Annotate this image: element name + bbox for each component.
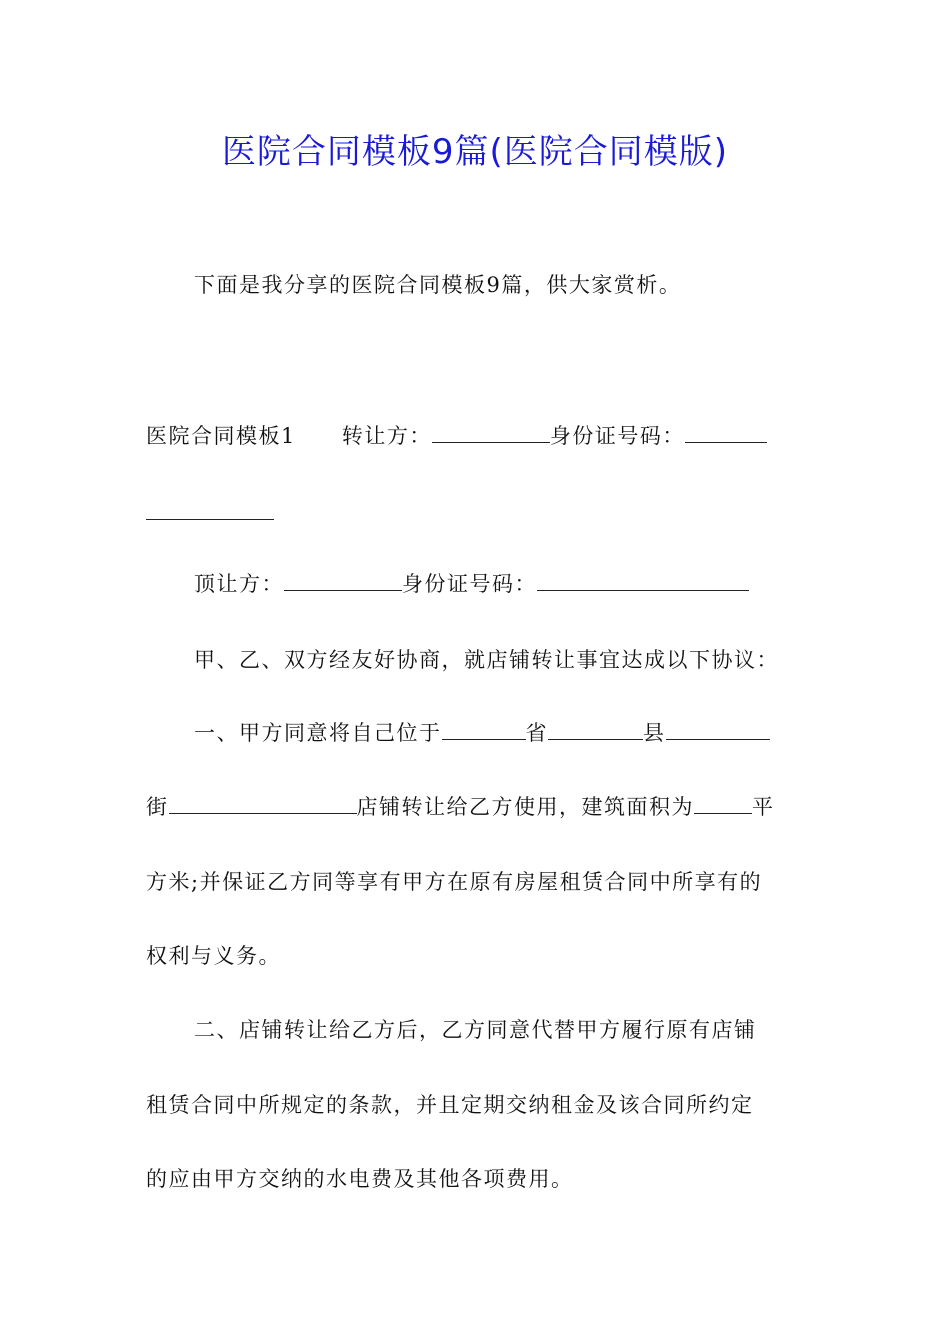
clause-1-line-1: [194, 718, 806, 748]
transferor-name-blank: [432, 422, 550, 443]
clause-1-line-4: 权利与义务。: [146, 944, 281, 968]
clause-1-text-b: 店铺转让给乙方使用，建筑面积为: [356, 795, 694, 819]
section-1-party-a-line: [146, 421, 806, 451]
clause-2-line-3: 的应由甲方交纳的水电费及其他各项费用。: [146, 1167, 574, 1191]
id-number-blank-part1: [685, 422, 767, 443]
county-blank: [548, 719, 643, 740]
area-blank: [694, 793, 752, 814]
agreement-intro-paragraph: 甲、乙、双方经友好协商，就店铺转让事宜达成以下协议：: [194, 648, 779, 672]
province-label: 省: [525, 721, 548, 745]
intro-paragraph: 下面是我分享的医院合同模板9篇，供大家赏析。: [194, 273, 682, 297]
shop-name-blank: [169, 793, 357, 814]
party-b-line: [194, 569, 806, 599]
clause-1-text-c: 平: [752, 795, 775, 819]
id-number-blank-part2: [146, 499, 274, 520]
clause-1-line-2: [146, 792, 806, 822]
transferor-label: 转让方：: [341, 424, 432, 448]
province-blank: [442, 719, 526, 740]
id-number-continuation-line: [146, 498, 806, 528]
clause-2-line-1: 二、店铺转让给乙方后，乙方同意代替甲方履行原有店铺: [194, 1018, 757, 1042]
street-blank-part1: [666, 719, 770, 740]
id-number-label: 身份证号码：: [549, 424, 685, 448]
transferee-label: 顶让方：: [194, 572, 284, 596]
id-number-label-2: 身份证号码：: [402, 572, 537, 596]
transferee-id-number-blank: [537, 570, 749, 591]
clause-2-line-2: 租赁合同中所规定的条款，并且定期交纳租金及该合同所约定: [146, 1093, 754, 1117]
section-heading: 医院合同模板1: [146, 424, 296, 448]
street-label: 街: [146, 795, 169, 819]
transferee-name-blank: [284, 570, 402, 591]
document-title: 医院合同模板9篇(医院合同模版): [221, 132, 729, 172]
clause-1-line-3: 方米;并保证乙方同等享有甲方在原有房屋租赁合同中所享有的: [146, 870, 763, 894]
clause-1-text-a: 一、甲方同意将自己位于: [194, 721, 442, 745]
county-label: 县: [643, 721, 666, 745]
